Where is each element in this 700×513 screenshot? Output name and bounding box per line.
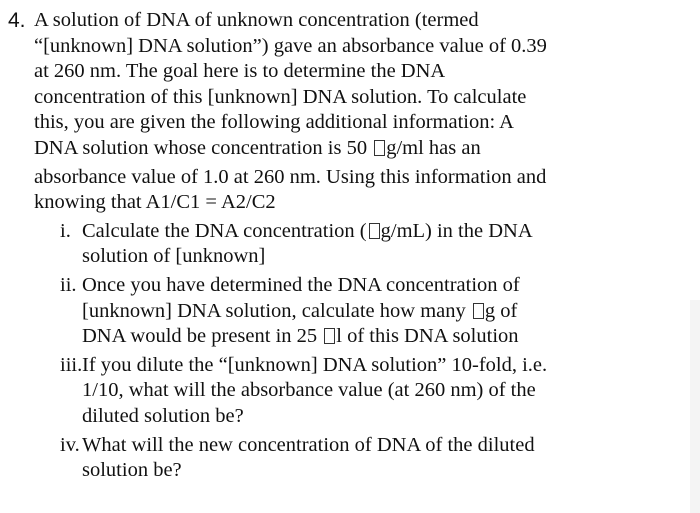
- stem-line: knowing that A1/C1 = A2/C2: [34, 191, 276, 214]
- stem-line: concentration of this [unknown] DNA solution. To calculate: [34, 85, 527, 108]
- stem-line: at 260 nm. The goal here is to determine the DNA: [34, 60, 446, 83]
- part-numeral: iii.: [60, 353, 83, 376]
- stem-text: DNA solution whose concentration is 50: [34, 136, 373, 159]
- part-iv: [60, 433, 642, 484]
- part-line: [82, 324, 642, 350]
- part-i: [60, 219, 642, 270]
- stem-line: “[unknown] DNA solution”) gave an absorbance value of 0.39: [34, 34, 547, 57]
- stem-line: this, you are given the following additional information: A: [34, 111, 514, 134]
- part-numeral: iv.: [60, 433, 80, 456]
- missing-glyph-icon: [374, 140, 385, 156]
- part-line: diluted solution be?: [82, 404, 244, 427]
- page-edge-shadow: [690, 300, 700, 513]
- part-line: 1/10, what will the absorbance value (at 260 nm) of the: [82, 379, 536, 402]
- part-line: Once you have determined the DNA concentration of: [82, 273, 520, 296]
- part-line: solution of [unknown]: [82, 245, 266, 268]
- part-line: [82, 299, 642, 325]
- part-text: l of this DNA solution: [336, 325, 519, 348]
- part-line: solution be?: [82, 459, 182, 482]
- part-numeral: i.: [60, 219, 71, 242]
- part-numeral: ii.: [60, 273, 77, 296]
- stem-text: g/ml has an: [386, 136, 481, 159]
- part-text: DNA would be present in 25: [82, 325, 323, 348]
- part-text: g/mL) in the DNA: [380, 219, 533, 242]
- part-text: [unknown] DNA solution, calculate how many: [82, 299, 471, 322]
- part-line: [82, 219, 642, 245]
- part-ii: [60, 273, 642, 350]
- part-line: If you dilute the “[unknown] DNA solution” 10-fold, i.e.: [82, 353, 548, 376]
- missing-glyph-icon: [324, 328, 335, 344]
- missing-glyph-icon: [369, 223, 380, 239]
- stem-line: absorbance value of 1.0 at 260 nm. Using this information and: [34, 165, 547, 188]
- question-number: 4.: [8, 9, 26, 32]
- part-text: Calculate the DNA concentration (: [82, 219, 367, 242]
- question-stem: [34, 8, 614, 216]
- part-iii: [60, 353, 642, 430]
- part-line: What will the new concentration of DNA of the diluted: [82, 433, 535, 456]
- question-4: [8, 8, 688, 484]
- missing-glyph-icon: [473, 303, 484, 319]
- stem-line: A solution of DNA of unknown concentration (termed: [34, 9, 479, 31]
- part-text: g of: [484, 299, 518, 322]
- stem-line: [34, 136, 614, 162]
